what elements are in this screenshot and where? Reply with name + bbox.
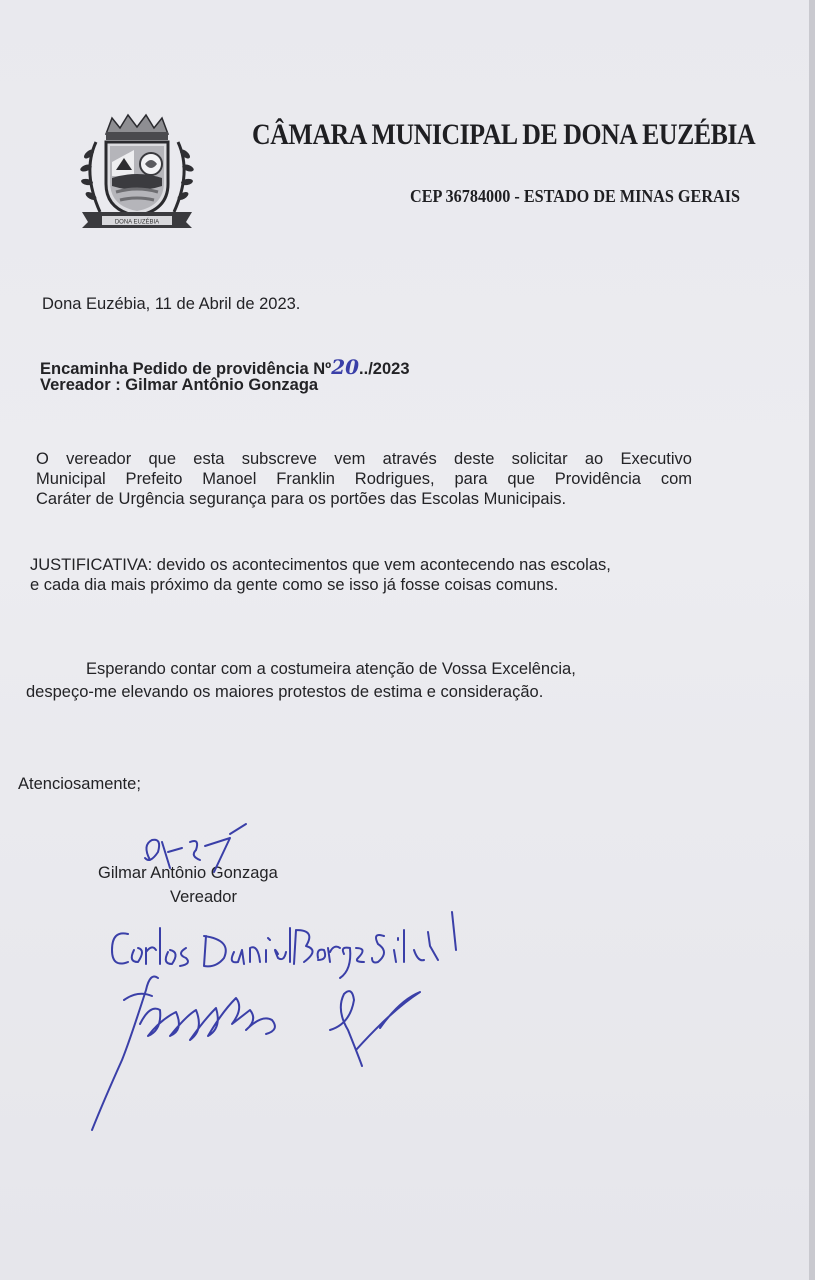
signatory-role: Vereador — [170, 888, 237, 906]
letterhead-cep-line: CEP 36784000 - ESTADO DE MINAS GERAIS — [410, 186, 741, 206]
letterhead-title: CÂMARA MUNICIPAL DE DONA EUZÉBIA — [252, 118, 756, 151]
subject-suffix: ../2023 — [359, 360, 410, 378]
closing-line-1: Esperando contar com a costumeira atenção de Vossa Excelência, — [86, 660, 576, 678]
crest-banner-text: DONA EUZÉBIA — [114, 219, 160, 226]
handwritten-request-number: 20 — [331, 355, 360, 379]
signature-second-councilor — [92, 977, 420, 1131]
municipal-crest-emblem — [76, 112, 198, 230]
salutation: Atenciosamente; — [18, 775, 141, 793]
signature-carlos-daniel-borges-silva — [112, 912, 456, 978]
justification-line: e cada dia mais próximo da gente como se isso já fosse coisas comuns. — [30, 576, 559, 594]
date-line: Dona Euzébia, 11 de Abril de 2023. — [42, 295, 301, 313]
justification-paragraph — [30, 555, 698, 595]
request-paragraph — [36, 449, 692, 509]
page-edge-shadow — [809, 0, 815, 1280]
signatory-name: Gilmar Antônio Gonzaga — [98, 864, 278, 882]
closing-line-2: despeço-me elevando os maiores protestos de estima e consideração. — [26, 683, 544, 701]
body-line: Caráter de Urgência segurança para os portões das Escolas Municipais. — [36, 490, 567, 508]
body-line: O vereador que esta subscreve vem através deste solicitar ao Executivo — [36, 450, 692, 468]
councilor-line: Vereador : Gilmar Antônio Gonzaga — [40, 376, 319, 394]
body-line: Municipal Prefeito Manoel Franklin Rodrigues, para que Providência com — [36, 470, 692, 488]
justification-line: JUSTIFICATIVA: devido os acontecimentos que vem acontecendo nas escolas, — [30, 556, 611, 574]
subject-prefix: Encaminha Pedido de providência Nº — [40, 360, 332, 378]
